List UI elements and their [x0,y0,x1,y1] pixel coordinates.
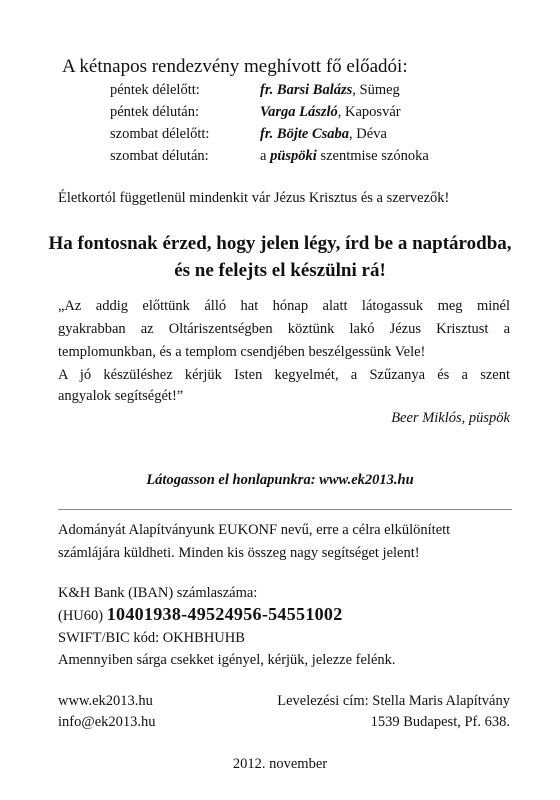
schedule-row [110,104,401,121]
schedule-row [110,82,400,99]
schedule-time: péntek délután: [110,104,199,120]
quote-line: A jó készüléshez kérjük Isten kegyelmét, a Szűzanya és a szent [58,367,510,383]
schedule-time: péntek délelőtt: [110,82,200,98]
contact-website: www.ek2013.hu [58,693,153,709]
donation-line: Adományát Alapítványunk EUKONF nevű, erre a célra elkülönített [58,522,451,538]
contact-email: info@ek2013.hu [58,714,156,730]
speaker-name: fr. Böjte Csaba [260,126,350,142]
speaker-name: Varga László [260,104,338,120]
speaker-location: , Sümeg [352,82,400,98]
intro-heading: A kétnapos rendezvény meghívott fő előadói: [62,56,408,77]
speaker-location: szentmise szónoka [316,148,429,164]
iban-prefix: (HU60) [58,608,107,624]
quote-signature: Beer Miklós, püspök [391,410,510,426]
issue-date: 2012. november [232,756,328,772]
speaker-prefix: a [260,148,271,164]
swift-code: SWIFT/BIC kód: OKHBHUHB [58,630,245,646]
speaker-location: , Déva [349,126,387,142]
donation-line: számlájára küldheti. Minden kis összeg nagy segítséget jelent! [58,545,420,561]
schedule-row [110,148,429,165]
headline: Ha fontosnak érzed, hogy jelen légy, írd be a naptárodba, és ne felejts el készülni rá! [48,233,512,281]
website-invite: Látogasson el honlapunkra: www.ek2013.hu [146,472,414,488]
iban-line [58,604,343,625]
quote-line: angyalok segítségét!” [58,388,184,404]
schedule-time: szombat délelőtt: [110,126,210,142]
mailing-address: Levelezési cím: Stella Maris Alapítvány [277,693,510,709]
mailing-address-city: 1539 Budapest, Pf. 638. [370,714,510,730]
schedule-time: szombat délután: [110,148,209,164]
invitation-text: Életkortól függetlenül mindenkit vár Jézus Krisztus és a szervezők! [58,190,450,206]
speaker-location: , Kaposvár [337,104,401,120]
schedule-row [110,126,387,143]
quote-line: gyakrabban az Oltáriszentségben köztünk lakó Jézus Krisztust a [58,321,510,337]
quote-line: „Az addig előttünk álló hat hónap alatt látogassuk meg minél [58,298,510,314]
check-note: Amennyiben sárga csekket igényel, kérjük, jelezze felénk. [58,652,396,668]
speaker-name: fr. Barsi Balázs [260,82,353,98]
quote-line: templomunkban, és a templom csendjében beszélgessünk Vele! [58,344,426,360]
bank-label: K&H Bank (IBAN) számlaszáma: [58,585,258,601]
divider [58,509,512,510]
iban-number: 10401938-49524956-54551002 [106,604,343,624]
speaker-name: püspöki [270,148,317,164]
